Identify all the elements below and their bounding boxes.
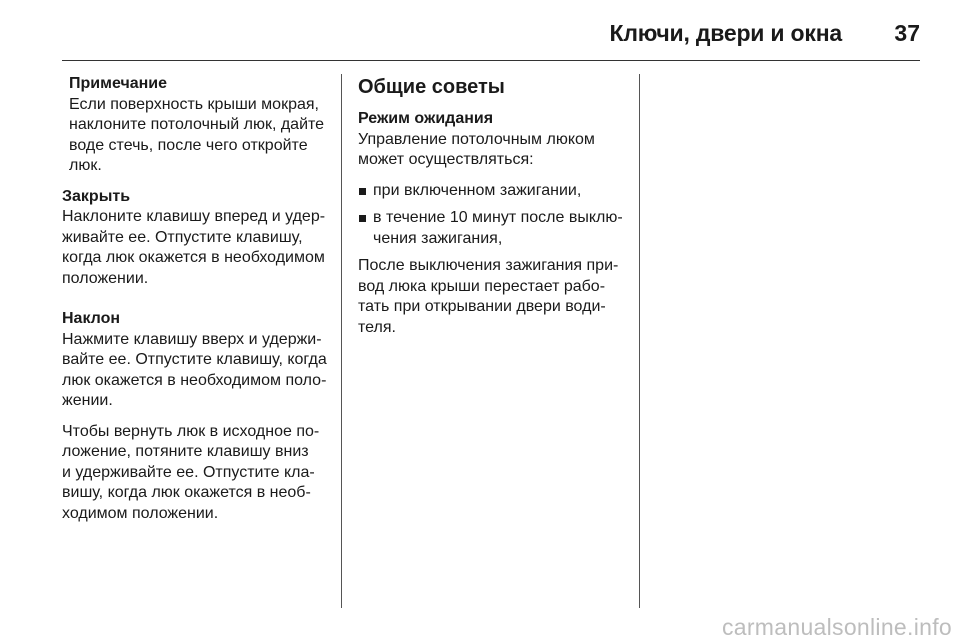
standby-section	[358, 109, 628, 171]
note-heading: Примечание	[69, 75, 168, 92]
standby-intro-line: может осуществляться:	[358, 151, 534, 168]
tilt-line: жении.	[62, 392, 113, 409]
note-block	[62, 74, 330, 177]
after-line: теля.	[358, 318, 396, 336]
bullet-item	[358, 181, 628, 202]
note-line: наклоните потолочный люк, дайте	[69, 116, 325, 133]
page-number: 37	[894, 20, 920, 46]
tilt-heading: Наклон	[62, 310, 121, 327]
column-divider-2	[639, 74, 640, 608]
after-line: тать при открывании двери води-	[358, 298, 606, 315]
page-title: Ключи, двери и окна	[609, 20, 842, 46]
column-divider-1	[341, 74, 342, 608]
tilt-return-paragraph	[62, 422, 330, 525]
standby-after-paragraph	[358, 256, 628, 338]
tilt-return-line: вишу, когда люк окажется в необ-	[62, 484, 311, 501]
close-line: живайте ее. Отпустите клавишу,	[62, 228, 303, 246]
close-line: Наклоните клавишу вперед и удер-	[62, 208, 326, 225]
tilt-return-line: ложение, потяните клавишу вниз	[62, 443, 309, 460]
after-line: вод люка крыши перестает рабо-	[358, 277, 606, 295]
standby-intro-line: Управление потолочным люком	[358, 130, 595, 148]
bullet-line: при включенном зажигании,	[373, 181, 582, 199]
bullet-square-icon	[359, 215, 366, 222]
close-section	[62, 187, 330, 290]
note-line: Если поверхность крыши мокрая,	[69, 95, 319, 113]
tilt-section	[62, 309, 330, 412]
watermark: carmanualsonline.info	[721, 614, 952, 640]
standby-heading: Режим ожидания	[358, 110, 494, 127]
tilt-line: вайте ее. Отпустите клавишу, когда	[62, 351, 327, 368]
page-header	[62, 18, 920, 58]
tilt-line: Нажмите клавишу вверх и удержи-	[62, 330, 322, 348]
bullet-square-icon	[359, 188, 366, 195]
bullet-item	[358, 208, 628, 249]
after-line: После выключения зажигания при-	[358, 257, 619, 274]
close-line: положении.	[62, 269, 149, 287]
tilt-return-line: ходимом положении.	[62, 504, 219, 522]
bullet-line: чения зажигания,	[373, 229, 503, 247]
left-column	[62, 74, 330, 534]
tilt-line: люк окажется в необходимом поло-	[62, 371, 327, 389]
tilt-return-line: и удерживайте ее. Отпустите кла-	[62, 463, 315, 481]
note-line: люк.	[69, 157, 102, 174]
general-tips-heading: Общие советы	[358, 76, 505, 98]
tilt-return-line: Чтобы вернуть люк в исходное по-	[62, 422, 320, 440]
close-heading: Закрыть	[62, 187, 131, 205]
bullet-line: в течение 10 минут после выклю-	[373, 209, 623, 226]
note-line: воде стечь, после чего откройте	[69, 136, 308, 154]
close-line: когда люк окажется в необходимом	[62, 249, 325, 266]
middle-column	[358, 74, 628, 348]
header-rule	[62, 60, 920, 61]
